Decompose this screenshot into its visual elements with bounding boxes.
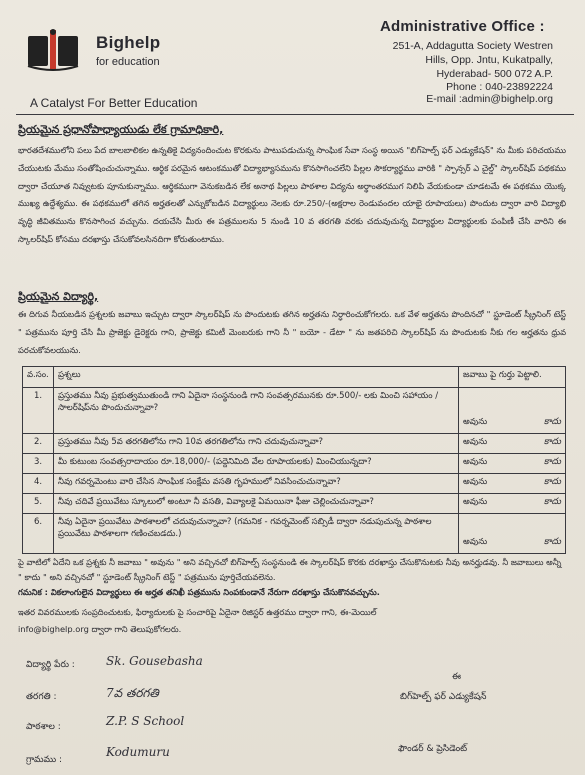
- answer-yes[interactable]: అవును: [463, 477, 488, 487]
- answer-no-marked[interactable]: కాదు: [543, 437, 561, 447]
- answer-no-marked[interactable]: కాదు: [543, 417, 561, 427]
- bighelp-logo-icon: [24, 28, 82, 74]
- row-answer[interactable]: [459, 514, 566, 554]
- school-value[interactable]: Z.P. S School: [106, 714, 185, 728]
- eligibility-table: [22, 366, 566, 554]
- student-name-value[interactable]: Sk. Gousebasha: [106, 654, 203, 668]
- answer-yes[interactable]: అవును: [463, 437, 488, 447]
- student-paragraph: ఈ దిగువ నీయబడిన ప్రశ్నలకు జవాబు ఇచ్చుట ద్వారా స్కాలర్‌షిప్ ను పొందుటకు తగిన అర్హతను నిర్ధారించుకోగలరు. ఒక వేళ అర్హతను పొందినచో " స్టూడెంట్ స్క్రీనింగ్ టెస్ట్ " పత్రమును పూర్తి చేసి మీ ప్రాజెక్టు డైరెక్టరు గాని, ప్రాజెక్టు కమిటీ మెంబరుకు గాని నీ " బయో - డేటా " ను జతపరిచి స్కాలర్‌షిప్ ను పొందుటకు నీకు గల అర్హతను ధ్రువ పరచుకోవలయును.: [18, 309, 566, 355]
- table-row: [23, 474, 566, 494]
- answer-no-marked[interactable]: కాదు: [543, 477, 561, 487]
- village-value[interactable]: Kodumuru: [106, 745, 170, 759]
- address-line: Hills, Opp. Jntu, Kukatpally,: [425, 54, 553, 66]
- row-question: నీవు చదివే ప్రయివేటు స్కూలులో అంటూ నీ వసతి, వివ్యాలకై ఏమయినా ఫీజు చెల్లించుచున్నావా?: [54, 494, 459, 514]
- row-question: మీ కుటుంబ సంవత్సరాదాయం రూ.18,000/- (పద్దెనిమిది వేల రూపాయలకు) మించియున్నదా?: [54, 454, 459, 474]
- row-no: 1.: [23, 388, 54, 434]
- table-row: [23, 454, 566, 474]
- answer-no-marked[interactable]: కాదు: [543, 457, 561, 467]
- tagline: A Catalyst For Better Education: [30, 96, 198, 110]
- row-no: 5.: [23, 494, 54, 514]
- salutation-headmaster: ప్రియమైన ప్రధానోపాధ్యాయుడు లేక గ్రామాధికారి,: [18, 123, 224, 136]
- header-divider: [16, 114, 574, 115]
- class-value[interactable]: 7వ తరగతి: [106, 686, 159, 700]
- row-question: ప్రస్తుతము నీవు ప్రభుత్వముతుండి గాని ఏదైనా సంస్థనుండి గాని సంవత్సరమునకు రూ.500/- లకు మించి సహాయం / సాలర్‌షిప్‌ను పొందుచున్నావా?: [54, 388, 459, 434]
- table-row: [23, 494, 566, 514]
- contact-text: ఇతర వివరములకు సంప్రదించుటకు, ఫిర్యాదులకు పై సంచారిపై ఏదైనా రిజిస్టర్ ఉత్తరము ద్వారా గాని, ఈ-మెయిల్: [18, 607, 377, 617]
- email-line: E-mail :admin@bighelp.org: [426, 93, 553, 105]
- class-label: తరగతి :: [26, 692, 57, 702]
- answer-no-marked[interactable]: కాదు: [543, 497, 561, 507]
- table-header-row: [23, 367, 566, 388]
- salutation-student: ప్రియమైన విద్యార్థి,: [18, 290, 99, 303]
- after-table-text: పై వాటిలో ఏదేని ఒక ప్రశ్నకు నీ జవాబు " అవును " అని వచ్చినచో బిగ్‌హెల్ప్ సంస్థనుండి ఈ స్కాలర్‌షిప్ కొరకు దరఖాస్తు చేసుకొనుటకు నీవు అనర్హుడవు. నీ జవాబులు అన్నీ " కాదు " అని వచ్చినచో " స్టూడెంట్ స్క్రీనింగ్ టెస్ట్ " పత్రమును పూర్తిచేయవలెను.: [18, 557, 562, 582]
- row-answer[interactable]: [459, 474, 566, 494]
- intro-paragraph: భారతదేశములోని పలు పేద బాలబాలికల ఉన్నతికై విద్యనందించుట కొరకును పాటుపడుచున్న సాంఘిక సేవా సంస్థ అయిన "బిగ్‌హెల్ప్ ఫర్ ఎడ్యుకేషన్" ను మీకు పరిచయము చేయుటకు మేము సంతోషించుచున్నాము. ఆర్థిక పరమైన ఆటంకముతో విద్యాభ్యాసమును కొనసాగించలేని పిల్లల సౌకర్యార్థము వారికి " స్పాన్సర్ ఎ చైల్డ్" స్కాలర్‌షిప్ పథకము ద్వారా చేయూత నివ్వుటకు పూనుకున్నాము. ఆర్థికముగా వెనుకబడిన లేక అనాథ పిల్లలు పాఠశాల విద్యను అర్థాంతరముగ నిలిపి వేయకుండా చూడటమే ఈ పథకము యొక్క ముఖ్య ఉద్దేశ్యము. ఈ పథకములో తగిన అర్హతలతో ఎన్నుకోబడిన విద్యార్థులు నెలకు రూ.250/-(అక్షరాల రెండువందల యాభై రూపాయలు) పొందుట ద్వారా వారి విద్యాభి వృద్ధి జీవితమును కొనసాగించ వచ్చును. దయచేసి మీరు ఈ పత్రములను 5 నుండి 10 వ తరగతి వరకు చదువుచున్న విద్యార్థుల విద్యార్థులకు పంపిణీ చేసి వారిని ఈ స్కాలర్‌షిప్ కోసము దరఖాస్తు చేసుకోవలసినదిగా కోరుతుంటాము.: [18, 145, 566, 244]
- student-name-label: విద్యార్థి పేరు :: [26, 660, 75, 670]
- table-row: [23, 434, 566, 454]
- address-line: 251-A, Addagutta Society Westren: [392, 40, 553, 52]
- header-no: వ.సం.: [23, 367, 54, 388]
- village-label: గ్రామము :: [26, 755, 63, 765]
- table-row: [23, 388, 566, 434]
- row-question: నీవు గవర్నమెంటు వారి చేసిన సాంఘిక సంక్షేమ వసతి గృహములో నివసించుచున్నావా?: [54, 474, 459, 494]
- row-no: 3.: [23, 454, 54, 474]
- brand-subtitle: for education: [96, 56, 160, 68]
- table-row: [23, 514, 566, 554]
- office-title: Administrative Office :: [380, 18, 545, 35]
- row-answer[interactable]: [459, 454, 566, 474]
- signature-title: ఫౌండర్ & ప్రెసిడెంట్: [398, 744, 468, 754]
- signature-org: బిగ్‌హెల్ప్ ఫర్ ఎడ్యుకేషన్: [400, 692, 487, 702]
- note-text: గమనిక : వికలాంగులైన విద్యార్థులు ఈ అర్హత తనిఖీ పత్రమును నింపకుండానే నేరుగా దరఖాస్తు చేసుకొనవచ్చును.: [18, 587, 380, 597]
- row-question: నీవు ఏదైనా ప్రయివేటు పాఠశాలలో చదువుచున్నావా? (గమనిక - గవర్నమెంట్ సబ్సిడీ ద్వారా నడుపుచున్న పాఠశాల ప్రయివేటు పాఠశాలగా గణించబడదు.): [54, 514, 459, 554]
- row-no: 6.: [23, 514, 54, 554]
- row-no: 4.: [23, 474, 54, 494]
- row-answer[interactable]: [459, 388, 566, 434]
- answer-yes[interactable]: అవును: [463, 537, 488, 547]
- answer-yes[interactable]: అవును: [463, 417, 488, 427]
- header-answer: జవాబు పై గుర్తు పెట్టాలి.: [459, 367, 566, 388]
- phone-line: Phone : 040-23892224: [446, 81, 553, 93]
- signature-marker: ఈ: [452, 672, 461, 682]
- header-question: ప్రశ్నలు: [54, 367, 459, 388]
- address-line: Hyderabad- 500 072 A.P.: [436, 68, 553, 80]
- row-answer[interactable]: [459, 434, 566, 454]
- answer-yes[interactable]: అవును: [463, 457, 488, 467]
- row-answer[interactable]: [459, 494, 566, 514]
- row-no: 2.: [23, 434, 54, 454]
- contact-email-text: info@bighelp.org ద్వారా గాని తెలుపుకోగలరు.: [18, 624, 182, 634]
- answer-yes[interactable]: అవును: [463, 497, 488, 507]
- answer-no-marked[interactable]: కాదు: [543, 537, 561, 547]
- row-question: ప్రస్తుతము నీవు 5వ తరగతిలోను గాని 10వ తరగతిలోను గాని చదువుచున్నావా?: [54, 434, 459, 454]
- brand-name: Bighelp: [96, 33, 161, 52]
- school-label: పాఠశాల :: [26, 722, 61, 732]
